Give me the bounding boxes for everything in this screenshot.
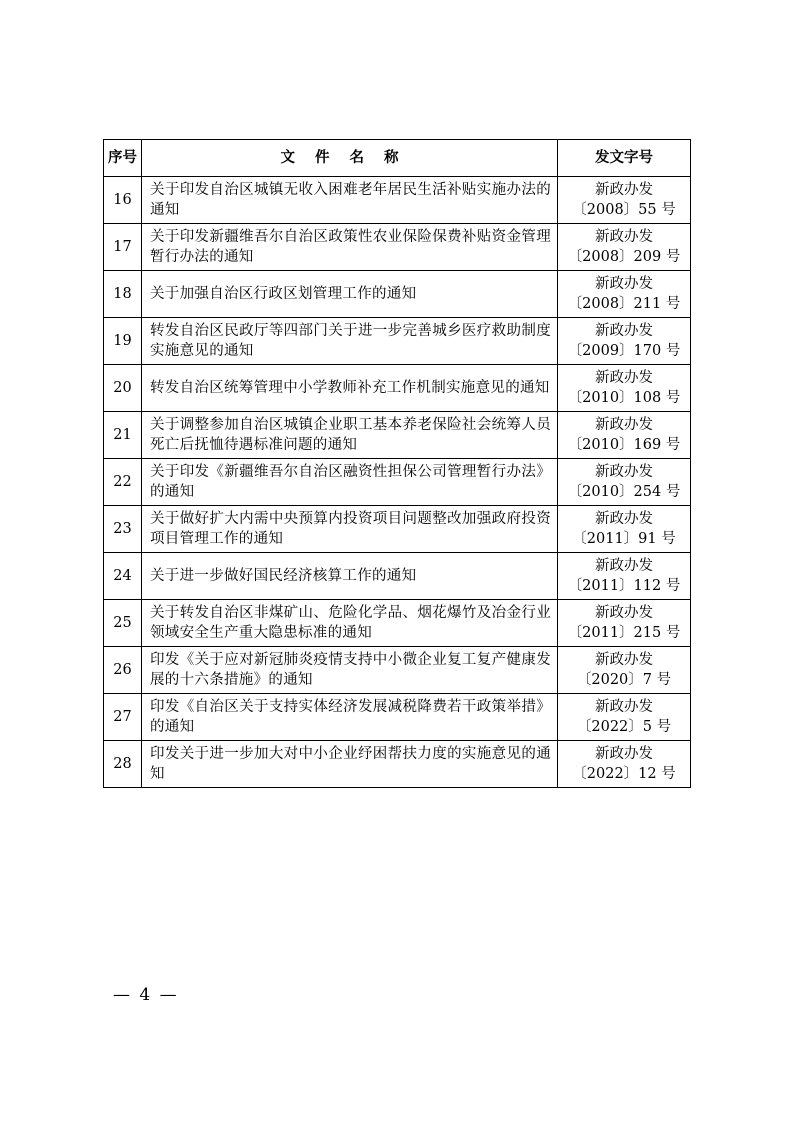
- row-title: 印发关于进一步加大对中小企业纾困帮扶力度的实施意见的通知: [142, 741, 558, 788]
- row-doc-number: [558, 600, 691, 647]
- row-title: 关于加强自治区行政区划管理工作的通知: [142, 271, 558, 318]
- table-body: [104, 177, 691, 788]
- doc-issuer: 新政办发: [595, 746, 653, 762]
- row-seq: 19: [104, 318, 142, 365]
- table-row: [104, 741, 691, 788]
- table-row: [104, 506, 691, 553]
- doc-number: 〔2008〕211 号: [567, 296, 681, 312]
- table-row: [104, 177, 691, 224]
- row-doc-number: [558, 365, 691, 412]
- doc-number: 〔2022〕5 号: [576, 719, 672, 735]
- row-doc-number: [558, 224, 691, 271]
- table-row: [104, 271, 691, 318]
- header-title-text: 文件名称: [280, 150, 419, 166]
- doc-issuer: 新政办发: [595, 511, 653, 527]
- table-row: [104, 694, 691, 741]
- row-doc-number: [558, 741, 691, 788]
- doc-number: 〔2008〕55 号: [572, 202, 676, 218]
- table-row: [104, 365, 691, 412]
- row-title: 关于做好扩大内需中央预算内投资项目问题整改加强政府投资项目管理工作的通知: [142, 506, 558, 553]
- row-seq: 20: [104, 365, 142, 412]
- doc-issuer: 新政办发: [595, 229, 653, 245]
- row-seq: 18: [104, 271, 142, 318]
- row-title: 关于印发新疆维吾尔自治区政策性农业保险保费补贴资金管理暂行办法的通知: [142, 224, 558, 271]
- row-title: 印发《关于应对新冠肺炎疫情支持中小微企业复工复产健康发展的十六条措施》的通知: [142, 647, 558, 694]
- row-seq: 27: [104, 694, 142, 741]
- doc-number: 〔2011〕91 号: [572, 531, 676, 547]
- doc-issuer: 新政办发: [595, 652, 653, 668]
- row-seq: 28: [104, 741, 142, 788]
- doc-number: 〔2020〕7 号: [576, 672, 672, 688]
- table-row: [104, 224, 691, 271]
- row-doc-number: [558, 177, 691, 224]
- doc-issuer: 新政办发: [595, 464, 653, 480]
- doc-issuer: 新政办发: [595, 323, 653, 339]
- row-title: 转发自治区民政厅等四部门关于进一步完善城乡医疗救助制度实施意见的通知: [142, 318, 558, 365]
- header-doc-number: 发文字号: [558, 140, 691, 177]
- row-doc-number: [558, 412, 691, 459]
- row-doc-number: [558, 506, 691, 553]
- table-header: [104, 140, 691, 177]
- table-row: [104, 459, 691, 506]
- table-row: [104, 600, 691, 647]
- row-title: 关于印发《新疆维吾尔自治区融资性担保公司管理暂行办法》的通知: [142, 459, 558, 506]
- row-seq: 17: [104, 224, 142, 271]
- table-row: [104, 412, 691, 459]
- doc-issuer: 新政办发: [595, 370, 653, 386]
- row-doc-number: [558, 271, 691, 318]
- row-doc-number: [558, 647, 691, 694]
- row-title: 转发自治区统筹管理中小学教师补充工作机制实施意见的通知: [142, 365, 558, 412]
- doc-issuer: 新政办发: [595, 605, 653, 621]
- doc-number: 〔2011〕112 号: [567, 578, 681, 594]
- doc-number: 〔2010〕108 号: [567, 390, 681, 406]
- row-title: 关于印发自治区城镇无收入困难老年居民生活补贴实施办法的通知: [142, 177, 558, 224]
- doc-number: 〔2009〕170 号: [567, 343, 681, 359]
- row-doc-number: [558, 459, 691, 506]
- doc-issuer: 新政办发: [595, 558, 653, 574]
- row-seq: 16: [104, 177, 142, 224]
- document-list-table: [103, 139, 691, 788]
- doc-issuer: 新政办发: [595, 182, 653, 198]
- doc-number: 〔2022〕12 号: [572, 766, 676, 782]
- doc-issuer: 新政办发: [595, 699, 653, 715]
- row-title: 关于调整参加自治区城镇企业职工基本养老保险社会统筹人员死亡后抚恤待遇标准问题的通知: [142, 412, 558, 459]
- doc-issuer: 新政办发: [595, 417, 653, 433]
- doc-number: 〔2008〕209 号: [567, 249, 681, 265]
- table-row: [104, 318, 691, 365]
- doc-issuer: 新政办发: [595, 276, 653, 292]
- row-seq: 22: [104, 459, 142, 506]
- table-header-row: [104, 140, 691, 177]
- doc-number: 〔2010〕254 号: [567, 484, 681, 500]
- doc-number: 〔2010〕169 号: [567, 437, 681, 453]
- row-seq: 23: [104, 506, 142, 553]
- page-number: — 4 —: [113, 985, 179, 1005]
- row-seq: 21: [104, 412, 142, 459]
- row-seq: 26: [104, 647, 142, 694]
- doc-number: 〔2011〕215 号: [567, 625, 681, 641]
- row-seq: 24: [104, 553, 142, 600]
- row-title: 关于转发自治区非煤矿山、危险化学品、烟花爆竹及冶金行业领域安全生产重大隐患标准的通知: [142, 600, 558, 647]
- row-doc-number: [558, 694, 691, 741]
- row-doc-number: [558, 318, 691, 365]
- header-title: [142, 140, 558, 177]
- row-title: 印发《自治区关于支持实体经济发展减税降费若干政策举措》的通知: [142, 694, 558, 741]
- table-row: [104, 647, 691, 694]
- header-seq: 序号: [104, 140, 142, 177]
- row-seq: 25: [104, 600, 142, 647]
- row-doc-number: [558, 553, 691, 600]
- row-title: 关于进一步做好国民经济核算工作的通知: [142, 553, 558, 600]
- table-row: [104, 553, 691, 600]
